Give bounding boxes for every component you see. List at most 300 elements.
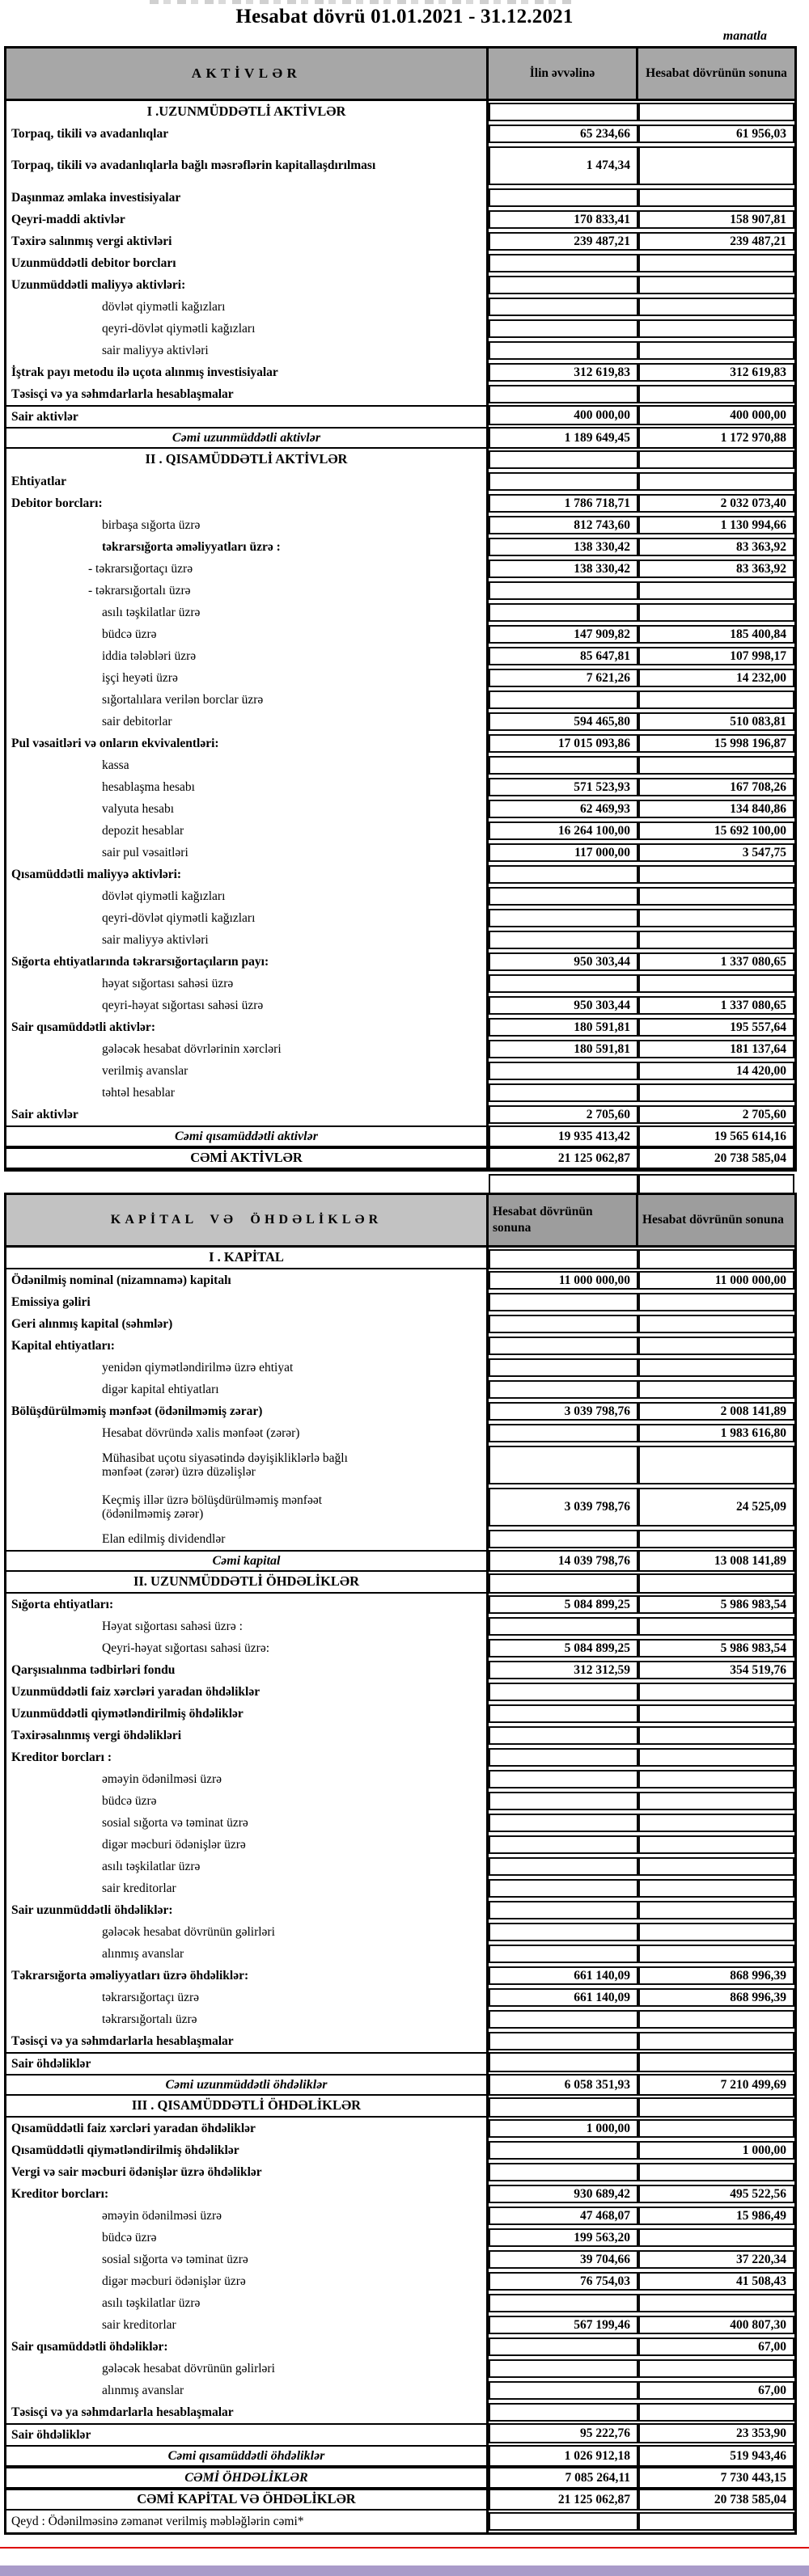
value-cell-col1 bbox=[489, 472, 638, 491]
value-cell-col1 bbox=[489, 450, 638, 469]
value-cell-col2 bbox=[638, 146, 794, 185]
empty-cell bbox=[489, 1174, 638, 1193]
data-row bbox=[6, 776, 794, 798]
row-label: Uzunmüddətli faiz xərcləri yaradan öhdəliklər bbox=[6, 1681, 489, 1703]
row-label: Kreditor borcları: bbox=[6, 2183, 489, 2205]
row-label: gələcək hesabat dövrlərinin xərcləri bbox=[6, 1038, 489, 1060]
data-row bbox=[6, 1594, 794, 1615]
value-cell-col2 bbox=[638, 2359, 794, 2378]
row-label: İştrak payı metodu ilə uçota alınmış investisiyalar bbox=[6, 361, 489, 383]
value-cell-col2 bbox=[638, 974, 794, 993]
value-cell-col1 bbox=[489, 865, 638, 884]
row-label: Təxirəsalınmış vergi öhdəlikləri bbox=[6, 1725, 489, 1746]
section-row bbox=[6, 1248, 794, 1269]
value-cell-col2 bbox=[638, 581, 794, 600]
data-row bbox=[6, 1038, 794, 1060]
page-title: Hesabat dövrü 01.01.2021 - 31.12.2021 bbox=[235, 6, 574, 27]
row-label: dövlət qiymətli kağızları bbox=[6, 885, 489, 907]
value-cell-col1 bbox=[489, 690, 638, 709]
value-cell-col2 bbox=[638, 603, 794, 622]
row-label: I .UZUNMÜDDƏTLİ AKTİVLƏR bbox=[6, 101, 489, 123]
value-cell-col1 bbox=[489, 276, 638, 294]
value-cell-col1 bbox=[489, 385, 638, 403]
data-row bbox=[6, 733, 794, 754]
value-cell-col2: 181 137,64 bbox=[638, 1040, 794, 1058]
row-label: Cəmi qısamüddətli aktivlər bbox=[6, 1127, 489, 1146]
row-label: asılı təşkilatlar üzrə bbox=[6, 602, 489, 623]
column-header-period-end: Hesabat dövrünün sonuna bbox=[638, 49, 794, 99]
value-cell-col2: 134 840,86 bbox=[638, 800, 794, 818]
value-cell-col1: 1 786 718,71 bbox=[489, 494, 638, 513]
value-cell-col1 bbox=[489, 2054, 638, 2072]
value-cell-col2 bbox=[638, 690, 794, 709]
row-label: Sığorta ehtiyatlarında təkrarsığortaçıların payı: bbox=[6, 951, 489, 973]
row-label: CƏMİ AKTİVLƏR bbox=[6, 1149, 489, 1168]
row-label: Torpaq, tikili və avadanlıqlar bbox=[6, 123, 489, 145]
total-row bbox=[6, 1147, 794, 1169]
row-label: Qarşısıalınma tədbirləri fondu bbox=[6, 1659, 489, 1681]
row-label: Təxirə salınmış vergi aktivləri bbox=[6, 230, 489, 252]
value-cell-col1 bbox=[489, 1358, 638, 1377]
data-row bbox=[6, 820, 794, 842]
row-label: alınmış avanslar bbox=[6, 1943, 489, 1965]
row-label: büdcə üzrə bbox=[6, 1790, 489, 1812]
value-cell-col1: 5 084 899,25 bbox=[489, 1639, 638, 1658]
value-cell-col2 bbox=[638, 1857, 794, 1876]
row-label: depozit hesablar bbox=[6, 820, 489, 842]
value-cell-col2: 15 998 196,87 bbox=[638, 734, 794, 753]
total-row bbox=[6, 1550, 794, 1572]
data-row bbox=[6, 1357, 794, 1379]
row-label: Geri alınmış kapital (səhmlər) bbox=[6, 1313, 489, 1335]
value-cell-col2 bbox=[638, 2010, 794, 2029]
row-label: sair debitorlar bbox=[6, 711, 489, 733]
value-cell-col2: 400 807,30 bbox=[638, 2316, 794, 2334]
row-label: əməyin ödənilməsi üzrə bbox=[6, 1768, 489, 1790]
row-label: digər məcburi ödənişlər üzrə bbox=[6, 1834, 489, 1856]
value-cell-col2 bbox=[638, 2403, 794, 2422]
value-cell-col2 bbox=[638, 909, 794, 927]
value-cell-col1: 1 189 649,45 bbox=[489, 429, 638, 447]
row-label: Qısamüddətli qiymətləndirilmiş öhdəliklər bbox=[6, 2139, 489, 2161]
value-cell-col2: 1 337 080,65 bbox=[638, 952, 794, 971]
total-row bbox=[6, 2445, 794, 2467]
value-cell-col2 bbox=[638, 1617, 794, 1636]
data-row bbox=[6, 1104, 794, 1125]
row-label: Qısamüddətli faiz xərcləri yaradan öhdəliklər bbox=[6, 2118, 489, 2139]
value-cell-col1: 76 754,03 bbox=[489, 2272, 638, 2291]
data-row bbox=[6, 1486, 794, 1528]
row-label: iddia tələbləri üzrə bbox=[6, 645, 489, 667]
value-cell-col1 bbox=[489, 2010, 638, 2029]
data-row bbox=[6, 842, 794, 864]
value-cell-col1 bbox=[489, 1293, 638, 1311]
value-cell-col1 bbox=[489, 1835, 638, 1854]
data-row bbox=[6, 209, 794, 230]
value-cell-col1: 19 935 413,42 bbox=[489, 1127, 638, 1146]
value-cell-col2 bbox=[638, 1814, 794, 1832]
data-row bbox=[6, 2008, 794, 2030]
data-row bbox=[6, 514, 794, 536]
row-label: digər məcburi ödənişlər üzrə bbox=[6, 2270, 489, 2292]
value-cell-col2: 1 000,00 bbox=[638, 2141, 794, 2160]
value-cell-col1 bbox=[489, 1573, 638, 1592]
row-label: gələcək hesabat dövrünün gəlirləri bbox=[6, 1921, 489, 1943]
row-label: Daşınmaz əmlaka investisiyalar bbox=[6, 187, 489, 209]
value-cell-col2 bbox=[638, 472, 794, 491]
row-label: II. UZUNMÜDDƏTLİ ÖHDƏLİKLƏR bbox=[6, 1572, 489, 1592]
value-cell-col1: 1 026 912,18 bbox=[489, 2447, 638, 2465]
data-row bbox=[6, 471, 794, 492]
assets-table-header bbox=[6, 49, 794, 101]
data-row bbox=[6, 296, 794, 318]
total-row bbox=[6, 427, 794, 449]
row-label: II . QISAMÜDDƏTLİ AKTİVLƏR bbox=[6, 449, 489, 471]
value-cell-col2: 14 420,00 bbox=[638, 1062, 794, 1080]
currency-note: manatla bbox=[722, 29, 767, 43]
value-cell-col2: 14 232,00 bbox=[638, 669, 794, 687]
row-label: valyuta hesabı bbox=[6, 798, 489, 820]
data-row bbox=[6, 689, 794, 711]
value-cell-col1: 65 234,66 bbox=[489, 125, 638, 143]
value-cell-col2: 1 130 994,66 bbox=[638, 516, 794, 534]
data-row bbox=[6, 1681, 794, 1703]
value-cell-col1 bbox=[489, 2359, 638, 2378]
row-label: Mühasibat uçotu siyasətində dəyişikliklərlə bağlı mənfəət (zərər) üzrə düzəlişlər bbox=[6, 1444, 489, 1486]
row-label: Sığorta ehtiyatları: bbox=[6, 1594, 489, 1615]
data-row bbox=[6, 885, 794, 907]
value-cell-col1: 594 465,80 bbox=[489, 712, 638, 731]
data-row bbox=[6, 383, 794, 405]
value-cell-col2: 185 400,84 bbox=[638, 625, 794, 644]
row-label: hesablaşma hesabı bbox=[6, 776, 489, 798]
value-cell-col2 bbox=[638, 319, 794, 338]
value-cell-col2 bbox=[638, 1835, 794, 1854]
row-label: Qeyri-həyat sığortası sahəsi üzrə: bbox=[6, 1637, 489, 1659]
row-label: Sair qısamüddətli öhdəliklər: bbox=[6, 2336, 489, 2358]
data-row bbox=[6, 318, 794, 340]
value-cell-col1 bbox=[489, 1857, 638, 1876]
value-cell-col2 bbox=[638, 2097, 794, 2116]
data-row bbox=[6, 2249, 794, 2270]
row-label: Sair qısamüddətli aktivlər: bbox=[6, 1016, 489, 1038]
value-cell-col2: 41 508,43 bbox=[638, 2272, 794, 2291]
row-label: Sair öhdəliklər bbox=[6, 2425, 489, 2445]
value-cell-col1: 5 084 899,25 bbox=[489, 1595, 638, 1614]
row-label: Cəmi qısamüddətli öhdəliklər bbox=[6, 2447, 489, 2465]
data-row bbox=[6, 1725, 794, 1746]
value-cell-col2: 83 363,92 bbox=[638, 538, 794, 556]
row-label: Sair aktivlər bbox=[6, 407, 489, 427]
data-row bbox=[6, 864, 794, 885]
row-label: CƏMİ KAPİTAL VƏ ÖHDƏLİKLƏR bbox=[6, 2490, 489, 2509]
value-cell-col2 bbox=[638, 1879, 794, 1898]
data-row bbox=[6, 1987, 794, 2008]
value-cell-col2: 61 956,03 bbox=[638, 125, 794, 143]
value-cell-col1 bbox=[489, 1380, 638, 1399]
row-label: büdcə üzrə bbox=[6, 2227, 489, 2249]
data-row bbox=[6, 187, 794, 209]
data-row bbox=[6, 2292, 794, 2314]
data-row bbox=[6, 2139, 794, 2161]
data-row bbox=[6, 274, 794, 296]
row-label: - təkrarsığortalı üzrə bbox=[6, 580, 489, 602]
value-cell-col1: 950 303,44 bbox=[489, 952, 638, 971]
row-label: Keçmiş illər üzrə bölüşdürülməmiş mənfəət (ödənilməmiş zərər) bbox=[6, 1486, 489, 1528]
data-row bbox=[6, 123, 794, 145]
data-row bbox=[6, 951, 794, 973]
row-label: asılı təşkilatlar üzrə bbox=[6, 2292, 489, 2314]
value-cell-col2: 495 522,56 bbox=[638, 2185, 794, 2203]
value-cell-col1: 147 909,82 bbox=[489, 625, 638, 644]
value-cell-col1 bbox=[489, 1748, 638, 1767]
data-row bbox=[6, 1016, 794, 1038]
value-cell-col1: 567 199,46 bbox=[489, 2316, 638, 2334]
value-cell-col1 bbox=[489, 2403, 638, 2422]
value-cell-col1: 6 058 351,93 bbox=[489, 2076, 638, 2094]
value-cell-col1 bbox=[489, 1062, 638, 1080]
data-row bbox=[6, 2270, 794, 2292]
value-cell-col1 bbox=[489, 909, 638, 927]
row-label: yenidən qiymətləndirilmə üzrə ehtiyat bbox=[6, 1357, 489, 1379]
value-cell-col1: 17 015 093,86 bbox=[489, 734, 638, 753]
value-cell-col2 bbox=[638, 1358, 794, 1377]
value-cell-col1: 400 000,00 bbox=[489, 407, 638, 425]
row-label: Vergi və sair məcburi ödənişlər üzrə öhdəliklər bbox=[6, 2161, 489, 2183]
data-row bbox=[6, 1899, 794, 1921]
value-cell-col2: 195 557,64 bbox=[638, 1018, 794, 1037]
data-row bbox=[6, 1313, 794, 1335]
row-label: Təsisçi və ya səhmdarlarla hesablaşmalar bbox=[6, 2030, 489, 2052]
row-label: Həyat sığortası sahəsi üzrə : bbox=[6, 1615, 489, 1637]
row-label: I . KAPİTAL bbox=[6, 1248, 489, 1268]
data-row bbox=[6, 623, 794, 645]
value-cell-col2 bbox=[638, 1704, 794, 1723]
value-cell-col1 bbox=[489, 2512, 638, 2531]
value-cell-col2: 158 907,81 bbox=[638, 210, 794, 229]
value-cell-col1 bbox=[489, 974, 638, 993]
value-cell-col1 bbox=[489, 1249, 638, 1268]
row-label: Debitor borcları: bbox=[6, 492, 489, 514]
row-label: sair kreditorlar bbox=[6, 1877, 489, 1899]
value-cell-col2: 239 487,21 bbox=[638, 232, 794, 251]
total-row bbox=[6, 2467, 794, 2489]
value-cell-col1 bbox=[489, 254, 638, 272]
value-cell-col2 bbox=[638, 1923, 794, 1941]
value-cell-col2: 23 353,90 bbox=[638, 2425, 794, 2443]
value-cell-col1 bbox=[489, 1879, 638, 1898]
value-cell-col1 bbox=[489, 1446, 638, 1484]
value-cell-col2: 1 172 970,88 bbox=[638, 429, 794, 447]
row-label: alınmış avanslar bbox=[6, 2380, 489, 2401]
value-cell-col2: 19 565 614,16 bbox=[638, 1127, 794, 1146]
data-row bbox=[6, 2336, 794, 2358]
data-row bbox=[6, 1834, 794, 1856]
value-cell-col1: 3 039 798,76 bbox=[489, 1488, 638, 1527]
data-row bbox=[6, 1746, 794, 1768]
data-row bbox=[6, 1615, 794, 1637]
value-cell-col2 bbox=[638, 254, 794, 272]
value-cell-col1 bbox=[489, 1337, 638, 1355]
row-label: Sair aktivlər bbox=[6, 1104, 489, 1125]
value-cell-col2: 1 983 616,80 bbox=[638, 1424, 794, 1442]
value-cell-col2: 67,00 bbox=[638, 2337, 794, 2356]
data-row bbox=[6, 995, 794, 1016]
data-row bbox=[6, 1291, 794, 1313]
data-row bbox=[6, 798, 794, 820]
row-label: sair maliyyə aktivləri bbox=[6, 929, 489, 951]
value-cell-col2 bbox=[638, 1726, 794, 1745]
value-cell-col2: 312 619,83 bbox=[638, 363, 794, 382]
data-row bbox=[6, 2227, 794, 2249]
data-row bbox=[6, 1637, 794, 1659]
value-cell-col2: 13 008 141,89 bbox=[638, 1552, 794, 1570]
value-cell-col1: 21 125 062,87 bbox=[489, 1149, 638, 1168]
value-cell-col1: 14 039 798,76 bbox=[489, 1552, 638, 1570]
row-label: Torpaq, tikili və avadanlıqlarla bağlı məsrəflərin kapitallaşdırılması bbox=[6, 145, 489, 187]
data-row bbox=[6, 1269, 794, 1291]
row-label: asılı təşkilatlar üzrə bbox=[6, 1856, 489, 1877]
row-label: işçi heyəti üzrə bbox=[6, 667, 489, 689]
row-label: sair pul vəsaitləri bbox=[6, 842, 489, 864]
value-cell-col1: 312 312,59 bbox=[489, 1661, 638, 1679]
value-cell-col1 bbox=[489, 2163, 638, 2181]
section-row bbox=[6, 101, 794, 123]
value-cell-col1 bbox=[489, 1945, 638, 1963]
value-cell-col1 bbox=[489, 1704, 638, 1723]
row-label: təhtəl hesablar bbox=[6, 1082, 489, 1104]
row-label: Qısamüddətli maliyyə aktivləri: bbox=[6, 864, 489, 885]
value-cell-col2: 5 986 983,54 bbox=[638, 1639, 794, 1658]
value-cell-col1 bbox=[489, 188, 638, 207]
data-row bbox=[6, 1943, 794, 1965]
data-row bbox=[6, 1060, 794, 1082]
total-row bbox=[6, 2074, 794, 2096]
row-label: Uzunmüddətli debitor borcları bbox=[6, 252, 489, 274]
value-cell-col1: 62 469,93 bbox=[489, 800, 638, 818]
data-row bbox=[6, 1768, 794, 1790]
value-cell-col2: 15 692 100,00 bbox=[638, 821, 794, 840]
data-row bbox=[6, 2423, 794, 2445]
value-cell-col2: 510 083,81 bbox=[638, 712, 794, 731]
value-cell-col2 bbox=[638, 385, 794, 403]
row-label: Kreditor borcları : bbox=[6, 1746, 489, 1768]
value-cell-col1 bbox=[489, 1424, 638, 1442]
row-label: digər kapital ehtiyatları bbox=[6, 1379, 489, 1400]
value-cell-col1: 21 125 062,87 bbox=[489, 2490, 638, 2509]
data-row bbox=[6, 754, 794, 776]
data-row bbox=[6, 340, 794, 361]
value-cell-col2 bbox=[638, 103, 794, 121]
value-cell-col2: 3 547,75 bbox=[638, 843, 794, 862]
total-row bbox=[6, 2489, 794, 2511]
value-cell-col2 bbox=[638, 188, 794, 207]
data-row bbox=[6, 2380, 794, 2401]
value-cell-col2 bbox=[638, 1249, 794, 1268]
data-row bbox=[6, 492, 794, 514]
value-cell-col2: 107 998,17 bbox=[638, 647, 794, 665]
row-label: Cəmi uzunmüddətli aktivlər bbox=[6, 429, 489, 447]
value-cell-col1: 85 647,81 bbox=[489, 647, 638, 665]
data-row bbox=[6, 1965, 794, 1987]
value-cell-col1: 661 140,09 bbox=[489, 1988, 638, 2007]
data-row bbox=[6, 2314, 794, 2336]
value-cell-col1 bbox=[489, 1083, 638, 1102]
row-label: Sair uzunmüddətli öhdəliklər: bbox=[6, 1899, 489, 1921]
data-row bbox=[6, 907, 794, 929]
row-label: Sair öhdəliklər bbox=[6, 2054, 489, 2074]
value-cell-col1 bbox=[489, 1792, 638, 1810]
value-cell-col1: 199 563,20 bbox=[489, 2228, 638, 2247]
value-cell-col2 bbox=[638, 2228, 794, 2247]
value-cell-col2 bbox=[638, 931, 794, 949]
data-row bbox=[6, 405, 794, 427]
row-label: həyat sığortası sahəsi üzrə bbox=[6, 973, 489, 995]
value-cell-col1: 571 523,93 bbox=[489, 778, 638, 796]
row-label: Təsisçi və ya səhmdarlarla hesablaşmalar bbox=[6, 383, 489, 405]
value-cell-col2 bbox=[638, 1083, 794, 1102]
data-row bbox=[6, 1812, 794, 1834]
data-row bbox=[6, 1422, 794, 1444]
row-label: Emissiya gəliri bbox=[6, 1291, 489, 1313]
section-row bbox=[6, 2096, 794, 2118]
value-cell-col2: 1 337 080,65 bbox=[638, 996, 794, 1015]
value-cell-col2: 5 986 983,54 bbox=[638, 1595, 794, 1614]
value-cell-col1 bbox=[489, 298, 638, 316]
row-label: sair maliyyə aktivləri bbox=[6, 340, 489, 361]
row-label: CƏMİ ÖHDƏLİKLƏR bbox=[6, 2468, 489, 2487]
value-cell-col2: 20 738 585,04 bbox=[638, 1149, 794, 1168]
row-label: gələcək hesabat dövrünün gəlirləri bbox=[6, 2358, 489, 2380]
row-label: qeyri-dövlət qiymətli kağızları bbox=[6, 907, 489, 929]
data-row bbox=[6, 2205, 794, 2227]
value-cell-col1 bbox=[489, 1683, 638, 1701]
value-cell-col1: 7 085 264,11 bbox=[489, 2468, 638, 2487]
row-label: Cəmi kapital bbox=[6, 1552, 489, 1570]
value-cell-col2 bbox=[638, 2032, 794, 2050]
value-cell-col2 bbox=[638, 2054, 794, 2072]
row-label: Qeyri-maddi aktivlər bbox=[6, 209, 489, 230]
value-cell-col2 bbox=[638, 1530, 794, 1548]
value-cell-col2: 24 525,09 bbox=[638, 1488, 794, 1527]
data-row bbox=[6, 1082, 794, 1104]
value-cell-col2: 20 738 585,04 bbox=[638, 2490, 794, 2509]
value-cell-col2: 11 000 000,00 bbox=[638, 1271, 794, 1290]
row-label: Təsisçi və ya səhmdarlarla hesablaşmalar bbox=[6, 2401, 489, 2423]
value-cell-col1: 1 474,34 bbox=[489, 146, 638, 185]
row-label: birbaşa sığorta üzrə bbox=[6, 514, 489, 536]
row-label: sair kreditorlar bbox=[6, 2314, 489, 2336]
column-header-period-end-1: Hesabat dövrünün sonuna bbox=[489, 1195, 638, 1245]
value-cell-col2: 519 943,46 bbox=[638, 2447, 794, 2465]
data-row bbox=[6, 1877, 794, 1899]
value-cell-col2 bbox=[638, 1945, 794, 1963]
row-label: Hesabat dövründə xalis mənfəət (zərər) bbox=[6, 1422, 489, 1444]
value-cell-col2: 7 210 499,69 bbox=[638, 2076, 794, 2094]
data-row bbox=[6, 602, 794, 623]
value-cell-col2 bbox=[638, 1573, 794, 1592]
value-cell-col2 bbox=[638, 2512, 794, 2531]
value-cell-col1 bbox=[489, 341, 638, 360]
data-row bbox=[6, 2030, 794, 2052]
value-cell-col1: 16 264 100,00 bbox=[489, 821, 638, 840]
value-cell-col2 bbox=[638, 341, 794, 360]
data-row bbox=[6, 361, 794, 383]
value-cell-col1: 170 833,41 bbox=[489, 210, 638, 229]
row-label: büdcə üzrə bbox=[6, 623, 489, 645]
data-row bbox=[6, 973, 794, 995]
data-row bbox=[6, 230, 794, 252]
